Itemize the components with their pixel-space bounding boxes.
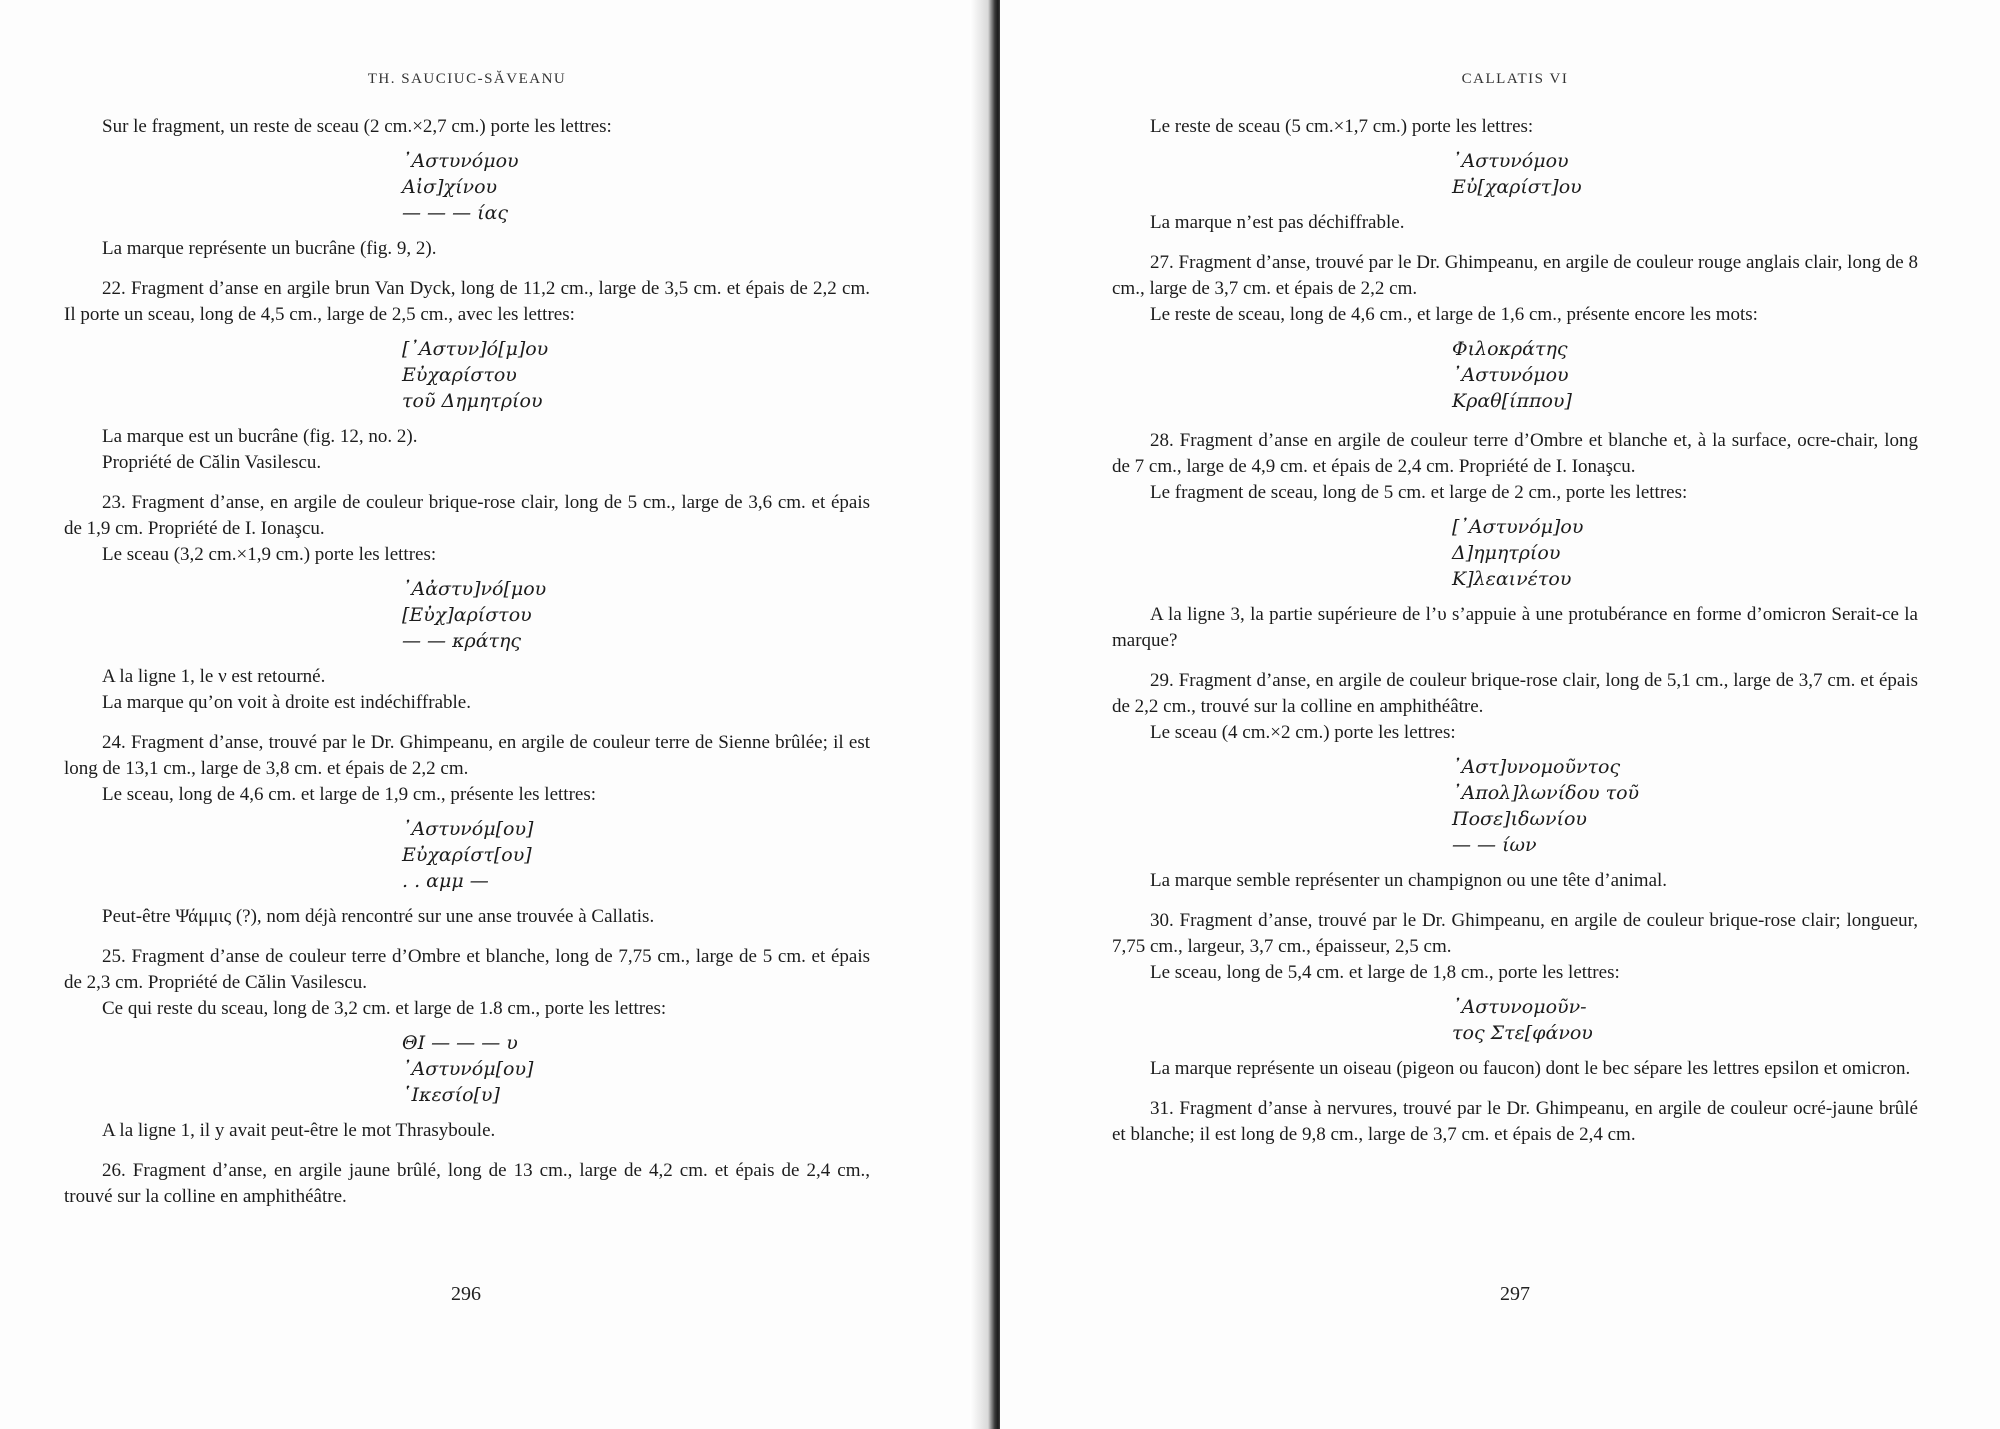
greek-inscription	[64, 816, 870, 894]
right-page	[1000, 0, 2000, 1429]
greek-inscription	[1112, 994, 1918, 1046]
inscription-line: ᾿Αστυνομοῦν-	[1452, 996, 1587, 1018]
running-head-right: CALLATIS VI	[1461, 71, 1569, 87]
inscription-line: Εὐχαρίστου	[402, 364, 517, 386]
inscription-line: ᾿Αστυνόμου	[402, 150, 519, 172]
left-page	[0, 0, 982, 1429]
paragraph: Sur le fragment, un reste de sceau (2 cm.×2,7 cm.) porte les lettres:	[102, 116, 612, 137]
paragraph: Le sceau (4 cm.×2 cm.) porte les lettres:	[1150, 722, 1456, 743]
inscription-line: ΘΙ — — — υ	[402, 1032, 518, 1054]
inscription-line: Αἰσ]χίνου	[402, 176, 498, 198]
greek-inscription	[1112, 514, 1918, 592]
paragraph: La marque semble représenter un champignon ou une tête d’animal.	[1150, 870, 1668, 891]
paragraph: La marque qu’on voit à droite est indéchiffrable.	[102, 692, 471, 713]
inscription-line: ᾿Αστυνόμου	[1452, 364, 1569, 386]
inscription-line: — — — ίας	[402, 202, 509, 224]
inscription-line: [Εὐχ]αρίστου	[402, 604, 532, 626]
paragraph: A la ligne 1, il y avait peut-être le mot Thrasyboule.	[102, 1120, 496, 1141]
greek-inscription	[64, 1030, 870, 1108]
greek-inscription	[1112, 148, 1918, 200]
entry-28: 28. Fragment d’anse en argile de couleur terre d’Ombre et blanche et, à la surface, ocre-chair, long de 7 cm., large de 4,9 cm. et épais de 2,4 cm. Propriété de I. Ionaşcu.	[1112, 430, 1918, 477]
paragraph: Le fragment de sceau, long de 5 cm. et large de 2 cm., porte les lettres:	[1150, 482, 1688, 503]
paragraph: Propriété de Călin Vasilescu.	[102, 452, 322, 473]
entry-26: 26. Fragment d’anse, en argile jaune brûlé, long de 13 cm., large de 4,2 cm. et épais de 2,4 cm., trouvé sur la colline en amphithéâtre.	[64, 1160, 870, 1207]
paragraph: La marque représente un bucrâne (fig. 9, 2).	[102, 238, 437, 259]
inscription-line: ᾿Απολ]λωνίδου τοῦ	[1452, 782, 1640, 804]
paragraph: Ce qui reste du sceau, long de 3,2 cm. et large de 1.8 cm., porte les lettres:	[102, 998, 667, 1019]
inscription-line: Κραθ[ίππου]	[1452, 390, 1572, 412]
entry-31: 31. Fragment d’anse à nervures, trouvé par le Dr. Ghimpeanu, en argile de couleur ocré-jaune brûlé et blanche; il est long de 9,8 cm., large de 3,7 cm. et épais de 2,4 cm.	[1112, 1098, 1918, 1145]
entry-22: 22. Fragment d’anse en argile brun Van Dyck, long de 11,2 cm., large de 3,5 cm. et épais de 2,2 cm. Il porte un sceau, long de 4,5 cm., large de 2,5 cm., avec les lettres:	[64, 278, 870, 325]
inscription-line: ᾿Αστυνόμου	[1452, 150, 1569, 172]
paragraph: La marque représente un oiseau (pigeon ou faucon) dont le bec sépare les lettres epsilon et omicron.	[1150, 1058, 1911, 1079]
paragraph: Peut-être Ψάμμις (?), nom déjà rencontré sur une anse trouvée à Callatis.	[102, 906, 655, 927]
entry-25: 25. Fragment d’anse de couleur terre d’Ombre et blanche, long de 7,75 cm., large de 5 cm. et épais de 2,3 cm. Propriété de Călin Vasilescu.	[64, 946, 870, 993]
greek-inscription	[1112, 336, 1918, 414]
greek-inscription	[64, 336, 870, 414]
inscription-line: — — ίων	[1452, 834, 1537, 856]
paragraph: A la ligne 3, la partie supérieure de l’υ s’appuie à une protubérance en forme d’omicron Serait-ce la marque?	[1112, 604, 1918, 651]
inscription-line: Εὐχαρίστ[ου]	[402, 844, 532, 866]
inscription-line: τοῦ Δημητρίου	[402, 390, 543, 412]
inscription-line: ᾿Αστυνόμ[ου]	[402, 1058, 534, 1080]
inscription-line: Εὐ[χαρίστ]ου	[1452, 176, 1582, 198]
inscription-line: Δ]ημητρίου	[1452, 542, 1561, 564]
inscription-line: ᾿Αστ]υνομοῦντος	[1452, 756, 1621, 778]
inscription-line: — — κράτης	[402, 630, 522, 652]
inscription-line: [᾿Αστυν]ό[μ]ου	[402, 338, 549, 360]
paragraph: Le reste de sceau, long de 4,6 cm., et large de 1,6 cm., présente encore les mots:	[1150, 304, 1758, 325]
entry-30: 30. Fragment d’anse, trouvé par le Dr. Ghimpeanu, en argile de couleur brique-rose clair; longueur, 7,75 cm., largeur, 3,7 cm., épaisseur, 2,5 cm.	[1112, 910, 1918, 957]
greek-inscription	[64, 148, 870, 226]
inscription-line: Κ]λεαινέτου	[1452, 568, 1572, 590]
greek-inscription	[64, 576, 870, 654]
inscription-line: [᾿Αστυνόμ]ου	[1452, 516, 1584, 538]
greek-inscription	[1112, 754, 1918, 858]
inscription-line: Ποσε]ιδωνίου	[1452, 808, 1587, 830]
inscription-line: Φιλοκράτης	[1452, 338, 1568, 360]
inscription-line: ῾Ικεσίο[υ]	[402, 1084, 500, 1106]
entry-23: 23. Fragment d’anse, en argile de couleur brique-rose clair, long de 5 cm., large de 3,6 cm. et épais de 1,9 cm. Propriété de I. Ionaşcu.	[64, 492, 870, 539]
paragraph: Le reste de sceau (5 cm.×1,7 cm.) porte les lettres:	[1150, 116, 1534, 137]
entry-29: 29. Fragment d’anse, en argile de couleur brique-rose clair, long de 5,1 cm., large de 3,7 cm. et épais de 2,2 cm., trouvé sur la colline en amphithéâtre.	[1112, 670, 1918, 717]
paragraph: Le sceau, long de 5,4 cm. et large de 1,8 cm., porte les lettres:	[1150, 962, 1620, 983]
inscription-line: τος Στε[φάνου	[1452, 1022, 1593, 1044]
page-number-left: 296	[451, 1283, 481, 1305]
inscription-line: ᾿Αἀστυ]νό[μου	[402, 578, 547, 600]
entry-24: 24. Fragment d’anse, trouvé par le Dr. Ghimpeanu, en argile de couleur terre de Sienne brûlée; il est long de 13,1 cm., large de 3,8 cm. et épais de 2,2 cm.	[64, 732, 870, 779]
paragraph: A la ligne 1, le ν est retourné.	[102, 666, 326, 687]
running-head-left: TH. SAUCIUC-SĂVEANU	[367, 71, 567, 87]
entry-27: 27. Fragment d’anse, trouvé par le Dr. Ghimpeanu, en argile de couleur rouge anglais clair, long de 8 cm., large de 3,7 cm. et épais de 2,2 cm.	[1112, 252, 1918, 299]
paragraph: Le sceau, long de 4,6 cm. et large de 1,9 cm., présente les lettres:	[102, 784, 596, 805]
paragraph: La marque est un bucrâne (fig. 12, no. 2).	[102, 426, 418, 447]
page-number-right: 297	[1500, 1283, 1530, 1305]
inscription-line: ᾿Αστυνόμ[ου]	[402, 818, 534, 840]
paragraph: Le sceau (3,2 cm.×1,9 cm.) porte les lettres:	[102, 544, 437, 565]
inscription-line: . . αμμ —	[402, 870, 489, 892]
paragraph: La marque n’est pas déchiffrable.	[1150, 212, 1405, 233]
